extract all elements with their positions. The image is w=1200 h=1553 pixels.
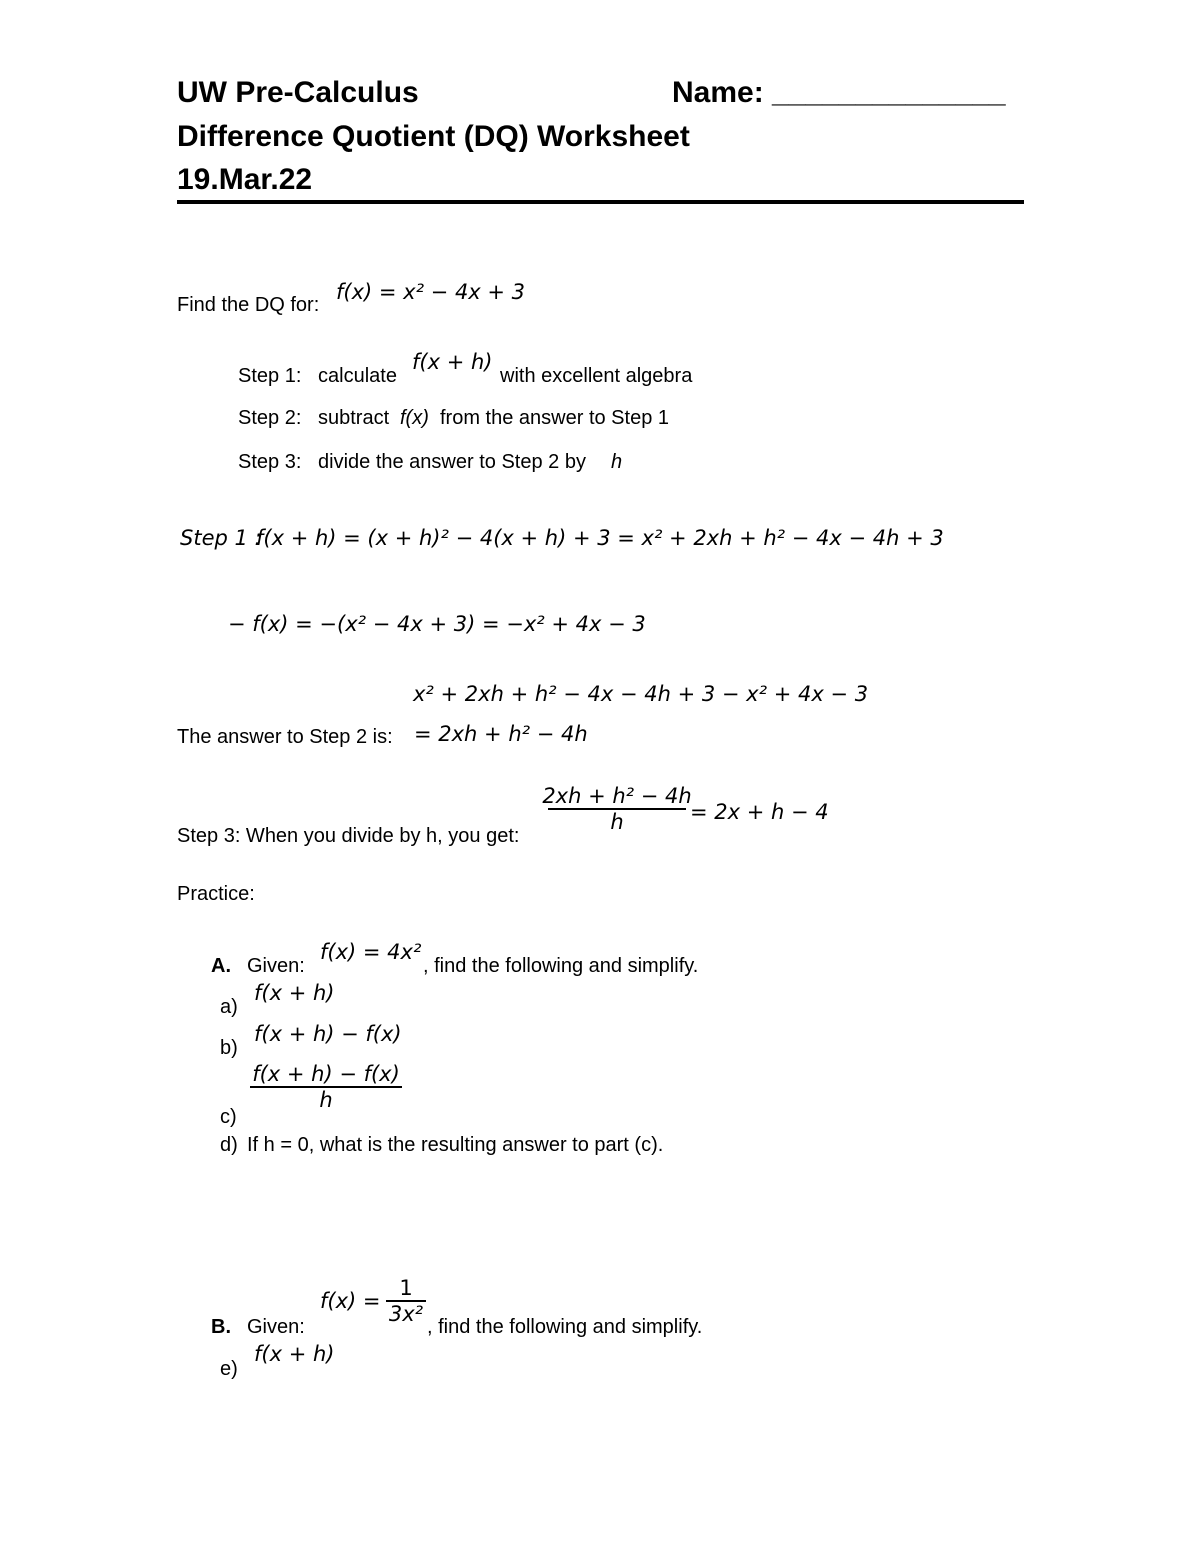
worked-step-1-equation: f(x + h) = (x + h)² − 4(x + h) + 3 = x² + 2xh + h² − 4x − 4h + 3 <box>256 526 944 550</box>
step-2-math: f(x) <box>400 407 429 429</box>
step-2-answer-label: The answer to Step 2 is: <box>177 726 393 748</box>
item-c-denominator: h <box>319 1088 333 1112</box>
item-c-numerator: f(x + h) − f(x) <box>252 1062 400 1086</box>
step-1-text: calculate <box>318 365 397 387</box>
item-c-label: c) <box>220 1106 237 1128</box>
part-b-fraction <box>386 1276 426 1326</box>
step-3-text: divide the answer to Step 2 by <box>318 451 586 473</box>
item-b-label: b) <box>220 1037 238 1059</box>
step-3-result-label: Step 3: When you divide by h, you get: <box>177 825 520 847</box>
step-2-answer: = 2xh + h² − 4h <box>414 722 588 746</box>
worksheet-title: Difference Quotient (DQ) Worksheet <box>177 120 690 153</box>
practice-label: Practice: <box>177 883 255 905</box>
part-b-given-label: Given: <box>247 1316 305 1338</box>
name-field[interactable]: Name: ______________ <box>672 76 1006 109</box>
step-2-label: Step 2: <box>238 407 302 429</box>
part-b-letter: B. <box>211 1316 231 1338</box>
part-a-function: f(x) = 4x² <box>320 940 422 964</box>
part-b-numerator: 1 <box>399 1276 413 1300</box>
step-3-fraction <box>542 784 692 834</box>
item-b-math: f(x + h) − f(x) <box>254 1022 402 1046</box>
step-2-text-after: from the answer to Step 1 <box>440 407 670 429</box>
step-2-text: subtract <box>318 407 390 429</box>
step-3-result: = 2x + h − 4 <box>690 800 829 824</box>
item-d-text: If h = 0, what is the resulting answer to part (c). <box>247 1134 664 1156</box>
part-b-denominator: 3x² <box>388 1302 424 1326</box>
part-a-given-label: Given: <box>247 955 305 977</box>
part-a-instruction: , find the following and simplify. <box>423 955 699 977</box>
part-b-instruction: , find the following and simplify. <box>427 1316 703 1338</box>
item-e-label: e) <box>220 1358 238 1380</box>
step-3-numerator: 2xh + h² − 4h <box>542 784 692 808</box>
find-dq-label: Find the DQ for: <box>177 294 320 316</box>
part-b-function-lhs: f(x) = <box>320 1289 381 1313</box>
item-a-math: f(x + h) <box>254 981 335 1005</box>
course-title: UW Pre-Calculus <box>177 76 419 109</box>
item-c-fraction <box>250 1062 402 1112</box>
step-1-label: Step 1: <box>238 365 302 387</box>
worksheet-date: 19.Mar.22 <box>177 163 313 196</box>
step-3-math: h <box>611 451 623 473</box>
step-3-label: Step 3: <box>238 451 302 473</box>
negative-fx-equation: − f(x) = −(x² − 4x + 3) = −x² + 4x − 3 <box>228 612 646 636</box>
part-a-letter: A. <box>211 955 231 977</box>
item-e-math: f(x + h) <box>254 1342 335 1366</box>
item-d-label: d) <box>220 1134 238 1156</box>
step-1-math: f(x + h) <box>412 350 493 374</box>
step-1-text-after: with excellent algebra <box>500 365 693 387</box>
combined-expression: x² + 2xh + h² − 4x − 4h + 3 − x² + 4x − 3 <box>413 682 869 706</box>
worked-step-1-label: Step 1 : <box>180 526 262 550</box>
item-a-label: a) <box>220 996 238 1018</box>
step-3-denominator: h <box>610 810 624 834</box>
header-divider <box>177 200 1024 204</box>
given-function: f(x) = x² − 4x + 3 <box>336 280 526 304</box>
